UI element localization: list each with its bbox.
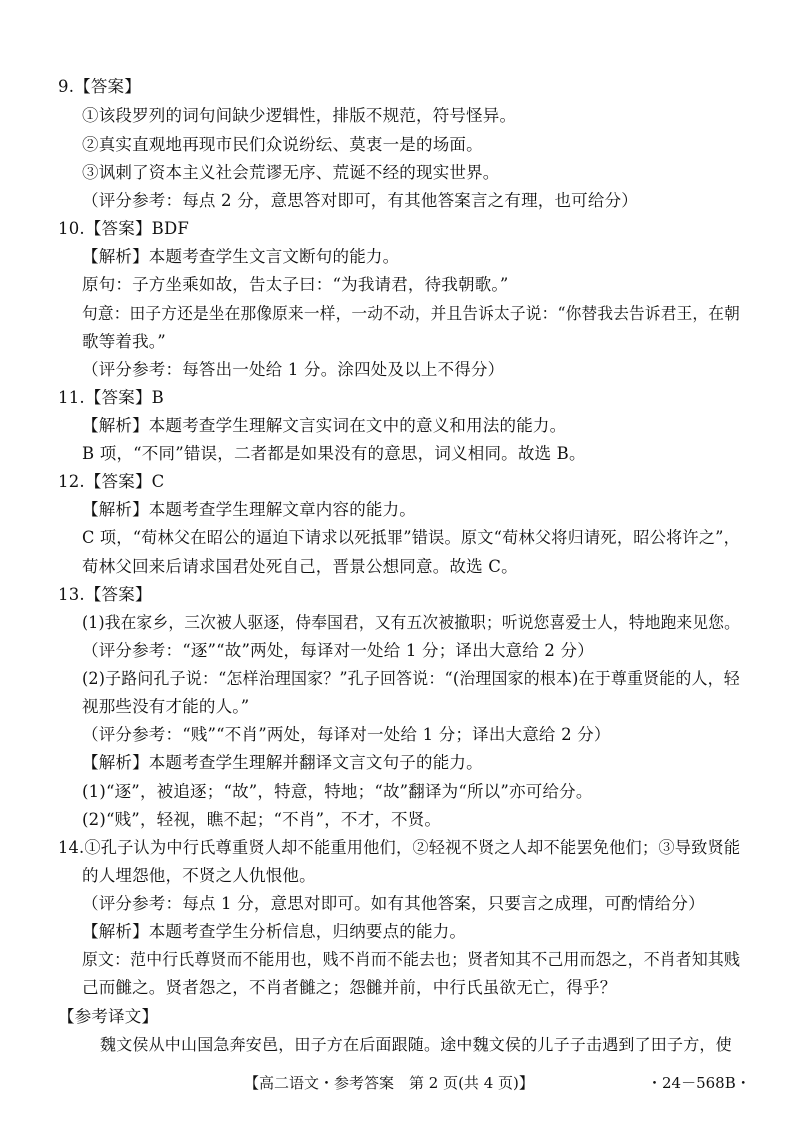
q10-analysis: 【解析】本题考查学生文言文断句的能力。 [82,247,400,266]
footer-title: 【高二语文・参考答案 第 2 页(共 4 页)】 [244,1074,534,1092]
q10-heading: 10.【答案】BDF [58,219,190,238]
q9-point-1: ①该段罗列的词句间缺少逻辑性，排版不规范，符号怪异。 [82,106,517,125]
q14-original-cont: 己而雠之。贤者怨之，不肖者雠之；怨雠并前，中行氏虽欲无亡，得乎？ [82,978,617,997]
q14-analysis: 【解析】本题考查学生分析信息，归纳要点的能力。 [82,922,467,941]
q12-heading: 12.【答案】C [58,472,165,491]
q11-explanation: B 项，“不同”错误，二者都是如果没有的意思，词义相同。故选 B。 [82,444,586,463]
q9-scoring-note: （评分参考：每点 2 分，意思答对即可，有其他答案言之有理，也可给分） [82,191,638,210]
q13-analysis: 【解析】本题考查学生理解并翻译文言文句子的能力。 [82,753,483,772]
q10-scoring-note: （评分参考：每答出一处给 1 分。涂四处及以上不得分） [82,360,505,379]
q12-explanation-cont: 荀林父回来后请求国君处死自己，晋景公想同意。故选 C。 [82,557,518,576]
q10-meaning: 句意：田子方还是坐在那像原来一样，一动不动，并且告诉太子说：“你替我去告诉君王，在朝 [82,304,740,323]
q13-translation-2-cont: 视那些没有才能的人。” [82,697,250,716]
reference-translation-heading: 【参考译文】 [58,1007,159,1026]
q14-scoring-note: （评分参考：每点 1 分，意思对即可。如有其他答案，只要言之成理，可酌情给分） [82,894,705,913]
q13-translation-1: (1)我在家乡，三次被人驱逐，侍奉国君，又有五次被撤职；听说您喜爱士人，特地跑来见您。 [82,613,741,632]
q9-point-2: ②真实直观地再现市民们众说纷纭、莫衷一是的场面。 [82,135,483,154]
q14-answer: 14.①孔子认为中行氏尊重贤人却不能重用他们，②轻视不贤之人却不能罢免他们；③导致贤能 [58,838,741,857]
q13-translation-2: (2)子路问孔子说：“怎样治理国家？”孔子回答说：“(治理国家的根本)在于尊重贤能的人，轻 [82,669,740,688]
q13-note-2: (2)“贱”，轻视，瞧不起；“不肖”，不才，不贤。 [82,810,442,829]
footer-code: ・24－568B・ [647,1074,751,1092]
reference-translation-text: 魏文侯从中山国急奔安邑，田子方在后面跟随。途中魏文侯的儿子子击遇到了田子方，使 [100,1035,732,1054]
q13-heading: 13.【答案】 [58,585,152,604]
q12-explanation: C 项，“荀林父在昭公的逼迫下请求以死抵罪”错误。原文“荀林父将归请死，昭公将许之”， [82,528,740,547]
q13-note-1: (1)“逐”，被追逐；“故”，特意，特地；“故”翻译为“所以”亦可给分。 [82,782,593,801]
q11-analysis: 【解析】本题考查学生理解文言实词在文中的意义和用法的能力。 [82,416,567,435]
q10-meaning-cont: 歌等着我。” [82,332,166,351]
q9-point-3: ③讽刺了资本主义社会荒谬无序、荒诞不经的现实世界。 [82,163,500,182]
q9-heading: 9.【答案】 [58,77,141,96]
q13-scoring-2: （评分参考：“贱”“不肖”两处，每译对一处给 1 分；译出大意给 2 分） [82,725,611,744]
q14-original: 原文：范中行氏尊贤而不能用也，贱不肖而不能去也；贤者知其不己用而怨之，不肖者知其贱 [82,950,740,969]
q11-heading: 11.【答案】B [58,388,164,407]
q10-original: 原句：子方坐乘如故，告太子曰：“为我请君，待我朝歌。” [82,275,509,294]
q13-scoring-1: （评分参考：“逐”“故”两处，每译对一处给 1 分；译出大意给 2 分） [82,641,594,660]
q12-analysis: 【解析】本题考查学生理解文章内容的能力。 [82,500,416,519]
q14-answer-cont: 的人埋怨他，不贤之人仇恨他。 [82,866,316,885]
